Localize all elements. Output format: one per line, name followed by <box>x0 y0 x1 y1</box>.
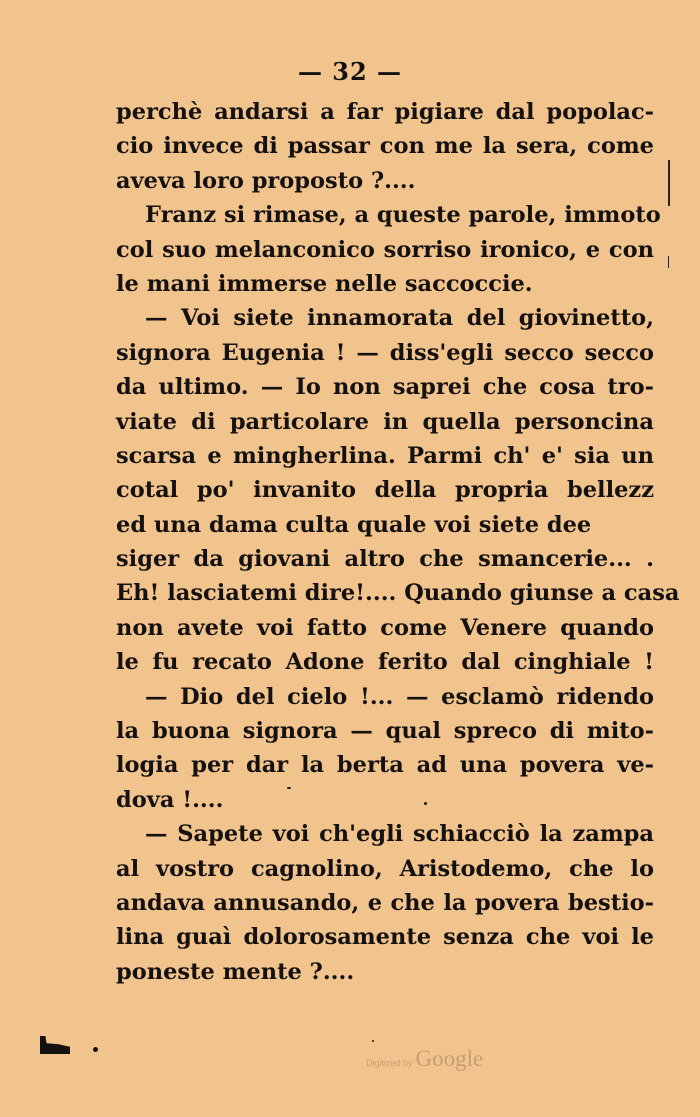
ink-mark <box>40 1036 70 1054</box>
ink-dot <box>93 1047 98 1052</box>
text-line: andava annusando, e che la povera bestio- <box>116 889 654 916</box>
page-number: — 32 — <box>297 57 403 86</box>
text-line: — Sapete voi ch'egli schiacciò la zampa <box>145 821 654 848</box>
text-line: poneste mente ?.... <box>116 958 355 985</box>
ink-speck <box>287 787 291 789</box>
text-line: scarsa e mingherlina. Parmi ch' e' sia un <box>116 442 654 469</box>
text-line: logia per dar la berta ad una povera ve- <box>116 752 654 779</box>
text-line: dova !.... <box>116 786 224 813</box>
text-line: — Dio del cielo !... — esclamò ridendo <box>145 683 654 710</box>
text-line: al vostro cagnolino, Aristodemo, che lo <box>116 855 654 882</box>
text-line: cotal po' invanito della propria bellezz <box>116 477 654 504</box>
text-line: aveva loro proposto ?.... <box>116 167 416 194</box>
margin-rule <box>668 160 670 206</box>
text-line: col suo melanconico sorriso ironico, e con <box>116 236 654 263</box>
ink-speck <box>424 802 427 805</box>
text-line: le fu recato Adone ferito dal cinghiale ! <box>116 649 654 676</box>
google-watermark <box>366 1046 483 1072</box>
text-line: perchè andarsi a far pigiare dal popolac- <box>116 99 654 125</box>
text-line: ed una dama culta quale voi siete dee <box>116 511 592 538</box>
text-line: da ultimo. — Io non saprei che cosa tro- <box>116 374 654 401</box>
text-line: Franz si rimase, a queste parole, immoto <box>145 202 661 229</box>
text-line: non avete voi fatto come Venere quando <box>116 614 654 641</box>
margin-rule-small <box>668 256 669 268</box>
text-line: signora Eugenia ! — diss'egli secco secco <box>116 339 654 366</box>
text-line: Eh! lasciatemi dire!.... Quando giunse a casa <box>116 580 680 607</box>
text-line: cio invece di passar con me la sera, come <box>116 133 654 160</box>
text-line: le mani immerse nelle saccoccie. <box>116 270 533 297</box>
text-line: la buona signora — qual spreco di mito- <box>116 718 654 745</box>
body-text <box>116 95 680 989</box>
text-line: siger da giovani altro che smancerie... . <box>116 546 654 573</box>
watermark-brand: Google <box>415 1046 484 1071</box>
text-line: viate di particolare in quella personcina <box>116 408 654 435</box>
text-line: lina guaì dolorosamente senza che voi le <box>116 924 654 951</box>
text-line: — Voi siete innamorata del giovinetto, <box>145 305 654 332</box>
watermark-prefix: Digitized by <box>366 1058 413 1068</box>
ink-speck <box>372 1040 374 1042</box>
